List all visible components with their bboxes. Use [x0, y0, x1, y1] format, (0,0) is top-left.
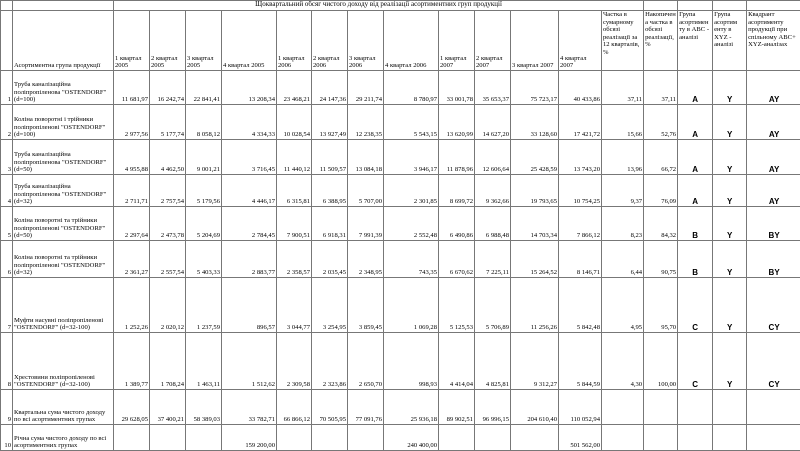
- header-xyz: Група асортим енту в XYZ - аналізі: [713, 11, 747, 71]
- cumulative-value: 95,70: [644, 278, 678, 333]
- quarter-value: 2 323,86: [312, 333, 348, 390]
- table-row: [1, 140, 800, 175]
- quarter-value: 1 252,26: [114, 278, 150, 333]
- quadrant-group: AY: [747, 105, 800, 140]
- quarter-value: 77 091,76: [348, 390, 384, 425]
- quarter-value: 8 058,12: [186, 105, 222, 140]
- share-value: 15,66: [602, 105, 644, 140]
- abc-group: A: [678, 105, 713, 140]
- quarter-value: 5 177,74: [150, 105, 186, 140]
- cumulative-value: 76,09: [644, 175, 678, 207]
- quarter-value: 6 670,62: [439, 241, 475, 278]
- cumulative-value: 100,00: [644, 333, 678, 390]
- quadrant-group: BY: [747, 241, 800, 278]
- quarter-value: 75 723,17: [511, 71, 559, 105]
- share-value: [602, 425, 644, 451]
- quarter-value: 1 389,77: [114, 333, 150, 390]
- quarter-value: 7 866,12: [559, 207, 602, 241]
- row-number: 3: [1, 140, 13, 175]
- quarter-value: 2 348,95: [348, 241, 384, 278]
- table-row: [1, 390, 800, 425]
- quarter-value: 13 620,99: [439, 105, 475, 140]
- row-number: 2: [1, 105, 13, 140]
- blank-cell: [747, 1, 800, 11]
- table-row: [1, 278, 800, 333]
- quarter-value: [439, 425, 475, 451]
- quarter-value: 5 842,48: [559, 278, 602, 333]
- table-row: [1, 333, 800, 390]
- quarter-value: 6 918,31: [312, 207, 348, 241]
- quarter-value: 4 334,33: [222, 105, 277, 140]
- cumulative-value: 37,11: [644, 71, 678, 105]
- table-row: [1, 175, 800, 207]
- group-name: Труба каналізаційна поліпропіленова "OSTENDORF" (d=32): [13, 175, 114, 207]
- cumulative-value: [644, 425, 678, 451]
- quarter-value: 11 878,96: [439, 140, 475, 175]
- quarter-value: 29 628,05: [114, 390, 150, 425]
- row-number: 5: [1, 207, 13, 241]
- xyz-group: Y: [713, 105, 747, 140]
- row-number: 7: [1, 278, 13, 333]
- table-row: [1, 71, 800, 105]
- xyz-group: [713, 425, 747, 451]
- quarter-value: 159 200,00: [222, 425, 277, 451]
- quarter-value: 2 883,77: [222, 241, 277, 278]
- row-number: 1: [1, 71, 13, 105]
- blank-cell: [13, 1, 114, 11]
- abc-group: A: [678, 71, 713, 105]
- abc-group: B: [678, 241, 713, 278]
- quarter-value: 24 147,36: [312, 71, 348, 105]
- row-number: 6: [1, 241, 13, 278]
- quarter-value: 1 463,11: [186, 333, 222, 390]
- quarter-value: 2 650,70: [348, 333, 384, 390]
- quarter-value: [186, 425, 222, 451]
- quarter-value: 25 428,59: [511, 140, 559, 175]
- blank-cell: [1, 11, 13, 71]
- quarter-value: [150, 425, 186, 451]
- cumulative-value: 90,75: [644, 241, 678, 278]
- header-quarter: 2 квартал 2007: [475, 11, 511, 71]
- header-quarter: 1 квартал 2005: [114, 11, 150, 71]
- quarter-value: 4 825,81: [475, 333, 511, 390]
- quarter-value: 3 859,45: [348, 278, 384, 333]
- blank-cell: [678, 1, 713, 11]
- quarter-value: 9 001,21: [186, 140, 222, 175]
- quarter-value: 5 179,56: [186, 175, 222, 207]
- quarter-value: [114, 425, 150, 451]
- quadrant-group: AY: [747, 71, 800, 105]
- quarter-value: 2 020,12: [150, 278, 186, 333]
- quarter-value: 9 312,27: [511, 333, 559, 390]
- quarter-value: 5 125,53: [439, 278, 475, 333]
- cumulative-value: 52,76: [644, 105, 678, 140]
- quarter-value: 5 844,59: [559, 333, 602, 390]
- quarter-value: 6 315,81: [277, 175, 312, 207]
- quarter-value: 5 707,00: [348, 175, 384, 207]
- header-quarter: 4 квартал 2006: [384, 11, 439, 71]
- quarter-value: 2 557,54: [150, 241, 186, 278]
- quarter-value: 4 462,50: [150, 140, 186, 175]
- quarter-value: 58 389,03: [186, 390, 222, 425]
- share-value: 8,23: [602, 207, 644, 241]
- share-value: 37,11: [602, 71, 644, 105]
- header-group: Асортиментна група продукції: [13, 11, 114, 71]
- quarter-value: 8 699,72: [439, 175, 475, 207]
- table-row: [1, 105, 800, 140]
- row-number: 10: [1, 425, 13, 451]
- header-quarter: 1 квартал 2006: [277, 11, 312, 71]
- abc-group: [678, 390, 713, 425]
- quarter-value: 1 237,59: [186, 278, 222, 333]
- quarter-value: 96 996,15: [475, 390, 511, 425]
- group-name: Труба каналізаційна поліпропіленова "OSTENDORF" (d=100): [13, 71, 114, 105]
- xyz-group: [713, 390, 747, 425]
- abc-group: [678, 425, 713, 451]
- quarter-value: 6 988,48: [475, 207, 511, 241]
- header-abc: Група асортимен ту в АВС - аналізі: [678, 11, 713, 71]
- quarter-value: 66 866,12: [277, 390, 312, 425]
- quarter-value: 5 204,69: [186, 207, 222, 241]
- abc-group: C: [678, 333, 713, 390]
- header-quarter: 2 квартал 2006: [312, 11, 348, 71]
- table-row: [1, 207, 800, 241]
- quarter-value: 37 400,21: [150, 390, 186, 425]
- quarter-value: 2 784,45: [222, 207, 277, 241]
- header-quarter: 3 квартал 2005: [186, 11, 222, 71]
- quarter-value: 7 991,39: [348, 207, 384, 241]
- quarter-value: 12 238,35: [348, 105, 384, 140]
- blank-cell: [713, 1, 747, 11]
- quarter-value: 33 001,78: [439, 71, 475, 105]
- quarter-value: 2 552,48: [384, 207, 439, 241]
- quarter-value: 13 084,18: [348, 140, 384, 175]
- header-quarter: 3 квартал 2006: [348, 11, 384, 71]
- quarter-value: 3 946,17: [384, 140, 439, 175]
- xyz-group: Y: [713, 241, 747, 278]
- quadrant-group: AY: [747, 140, 800, 175]
- xyz-group: Y: [713, 207, 747, 241]
- group-name: Квартальна сума чистого доходу по всі асортиментних групах: [13, 390, 114, 425]
- quarter-value: 204 610,40: [511, 390, 559, 425]
- quarter-value: 2 035,45: [312, 241, 348, 278]
- quarter-value: [511, 425, 559, 451]
- quarter-value: 2 977,56: [114, 105, 150, 140]
- xyz-group: Y: [713, 175, 747, 207]
- quarter-value: 1 069,28: [384, 278, 439, 333]
- quarter-value: 11 509,57: [312, 140, 348, 175]
- quarter-value: 35 653,37: [475, 71, 511, 105]
- quarter-value: 998,93: [384, 333, 439, 390]
- quarter-value: [312, 425, 348, 451]
- quarter-value: 1 512,62: [222, 333, 277, 390]
- share-value: 4,30: [602, 333, 644, 390]
- xyz-group: Y: [713, 278, 747, 333]
- quarter-value: 15 264,52: [511, 241, 559, 278]
- quarter-value: 13 927,49: [312, 105, 348, 140]
- quarter-value: 17 421,72: [559, 105, 602, 140]
- quarter-value: 4 446,17: [222, 175, 277, 207]
- quarter-value: 2 361,27: [114, 241, 150, 278]
- group-name: Коліна поворотні і трійники поліпропіленові "OSTENDORF" (d=100): [13, 105, 114, 140]
- share-value: [602, 390, 644, 425]
- blank-cell: [1, 1, 13, 11]
- quarter-value: 240 400,00: [384, 425, 439, 451]
- abc-group: A: [678, 175, 713, 207]
- row-number: 4: [1, 175, 13, 207]
- xyz-group: Y: [713, 140, 747, 175]
- quarter-value: 12 606,64: [475, 140, 511, 175]
- quarter-value: 2 309,58: [277, 333, 312, 390]
- quarter-value: 4 955,88: [114, 140, 150, 175]
- quarter-value: 25 936,18: [384, 390, 439, 425]
- xyz-group: Y: [713, 333, 747, 390]
- quarter-value: 2 301,85: [384, 175, 439, 207]
- quadrant-group: [747, 390, 800, 425]
- quarter-value: 3 716,45: [222, 140, 277, 175]
- quarter-value: 5 543,15: [384, 105, 439, 140]
- quadrant-group: CY: [747, 333, 800, 390]
- group-name: Коліна поворотні та трійники поліпропіленові "OSTENDORF" (d=50): [13, 207, 114, 241]
- quarter-value: 2 358,57: [277, 241, 312, 278]
- cumulative-value: 84,32: [644, 207, 678, 241]
- quarter-value: 2 711,71: [114, 175, 150, 207]
- quarter-value: 29 211,74: [348, 71, 384, 105]
- table-title: Щоквартальний обсяг чистого доходу від реалізації асортиментних груп продукції: [114, 1, 644, 11]
- group-name: Річна сума чистого доходу по всі асортиментних групах: [13, 425, 114, 451]
- header-quarter: 2 квартал 2005: [150, 11, 186, 71]
- quarter-value: 40 433,86: [559, 71, 602, 105]
- quarter-value: 110 052,94: [559, 390, 602, 425]
- share-value: 4,95: [602, 278, 644, 333]
- share-value: 6,44: [602, 241, 644, 278]
- group-name: Хрестовини поліпропіленові "OSTENDORF" (d=32-100): [13, 333, 114, 390]
- quarter-value: 8 146,71: [559, 241, 602, 278]
- quarter-value: 7 900,51: [277, 207, 312, 241]
- quarter-value: 14 627,20: [475, 105, 511, 140]
- quarter-value: 5 706,89: [475, 278, 511, 333]
- quarter-value: 2 473,78: [150, 207, 186, 241]
- quarter-value: [475, 425, 511, 451]
- quarter-value: 70 505,95: [312, 390, 348, 425]
- quarter-value: [348, 425, 384, 451]
- group-name: Коліна поворотні та трійники поліпропіленові "OSTENDORF" (d=32): [13, 241, 114, 278]
- quarter-value: [277, 425, 312, 451]
- row-number: 8: [1, 333, 13, 390]
- quarter-value: 3 044,77: [277, 278, 312, 333]
- quarter-value: 23 468,21: [277, 71, 312, 105]
- quarter-value: 22 841,41: [186, 71, 222, 105]
- quarter-value: 19 793,65: [511, 175, 559, 207]
- quarter-value: 13 208,34: [222, 71, 277, 105]
- quarter-value: 6 388,95: [312, 175, 348, 207]
- quadrant-group: [747, 425, 800, 451]
- quadrant-group: CY: [747, 278, 800, 333]
- header-quadrant: Квадрант асортименту продукції при спільному АВС+ XYZ-аналізах: [747, 11, 800, 71]
- blank-cell: [644, 1, 678, 11]
- cumulative-value: 66,72: [644, 140, 678, 175]
- quarter-value: 743,35: [384, 241, 439, 278]
- cumulative-value: [644, 390, 678, 425]
- quarter-value: 7 225,11: [475, 241, 511, 278]
- quarter-value: 10 028,54: [277, 105, 312, 140]
- quadrant-group: AY: [747, 175, 800, 207]
- row-number: 9: [1, 390, 13, 425]
- quarter-value: 8 780,97: [384, 71, 439, 105]
- quarter-value: 11 256,26: [511, 278, 559, 333]
- quarter-value: 4 414,04: [439, 333, 475, 390]
- header-quarter: 4 квартал 2007: [559, 11, 602, 71]
- quarter-value: 10 754,25: [559, 175, 602, 207]
- header-quarter: 3 квартал 2007: [511, 11, 559, 71]
- abc-group: B: [678, 207, 713, 241]
- group-name: Труба каналізаційна поліпропіленова "OSTENDORF" (d=50): [13, 140, 114, 175]
- abc-group: C: [678, 278, 713, 333]
- quarter-value: 9 362,66: [475, 175, 511, 207]
- group-name: Муфти насувні поліпропіленові "OSTENDORF" (d=32-100): [13, 278, 114, 333]
- quarter-value: 89 902,51: [439, 390, 475, 425]
- quarter-value: 11 440,12: [277, 140, 312, 175]
- quarter-value: 3 254,95: [312, 278, 348, 333]
- quarter-value: 5 403,33: [186, 241, 222, 278]
- xyz-group: Y: [713, 71, 747, 105]
- quarter-value: 14 703,34: [511, 207, 559, 241]
- quarter-value: 6 490,86: [439, 207, 475, 241]
- share-value: 13,96: [602, 140, 644, 175]
- quarter-value: 16 242,74: [150, 71, 186, 105]
- table-row: [1, 241, 800, 278]
- header-quarter: 1 квартал 2007: [439, 11, 475, 71]
- header-cumulative: Накопичена частка в обсязі реалізації, %: [644, 11, 678, 71]
- header-quarter: 4 квартал 2005: [222, 11, 277, 71]
- quarter-value: 33 128,60: [511, 105, 559, 140]
- quadrant-group: BY: [747, 207, 800, 241]
- quarter-value: 501 562,00: [559, 425, 602, 451]
- quarter-value: 896,57: [222, 278, 277, 333]
- quarter-value: 11 681,97: [114, 71, 150, 105]
- quarter-value: 2 297,64: [114, 207, 150, 241]
- quarter-value: 1 708,24: [150, 333, 186, 390]
- quarter-value: 33 782,71: [222, 390, 277, 425]
- share-value: 9,37: [602, 175, 644, 207]
- table-row: [1, 425, 800, 451]
- abc-group: A: [678, 140, 713, 175]
- header-share: Частка в сумарному обсязі реалізації за 12 кварталів, %: [602, 11, 644, 71]
- quarter-value: 13 743,20: [559, 140, 602, 175]
- quarter-value: 2 757,54: [150, 175, 186, 207]
